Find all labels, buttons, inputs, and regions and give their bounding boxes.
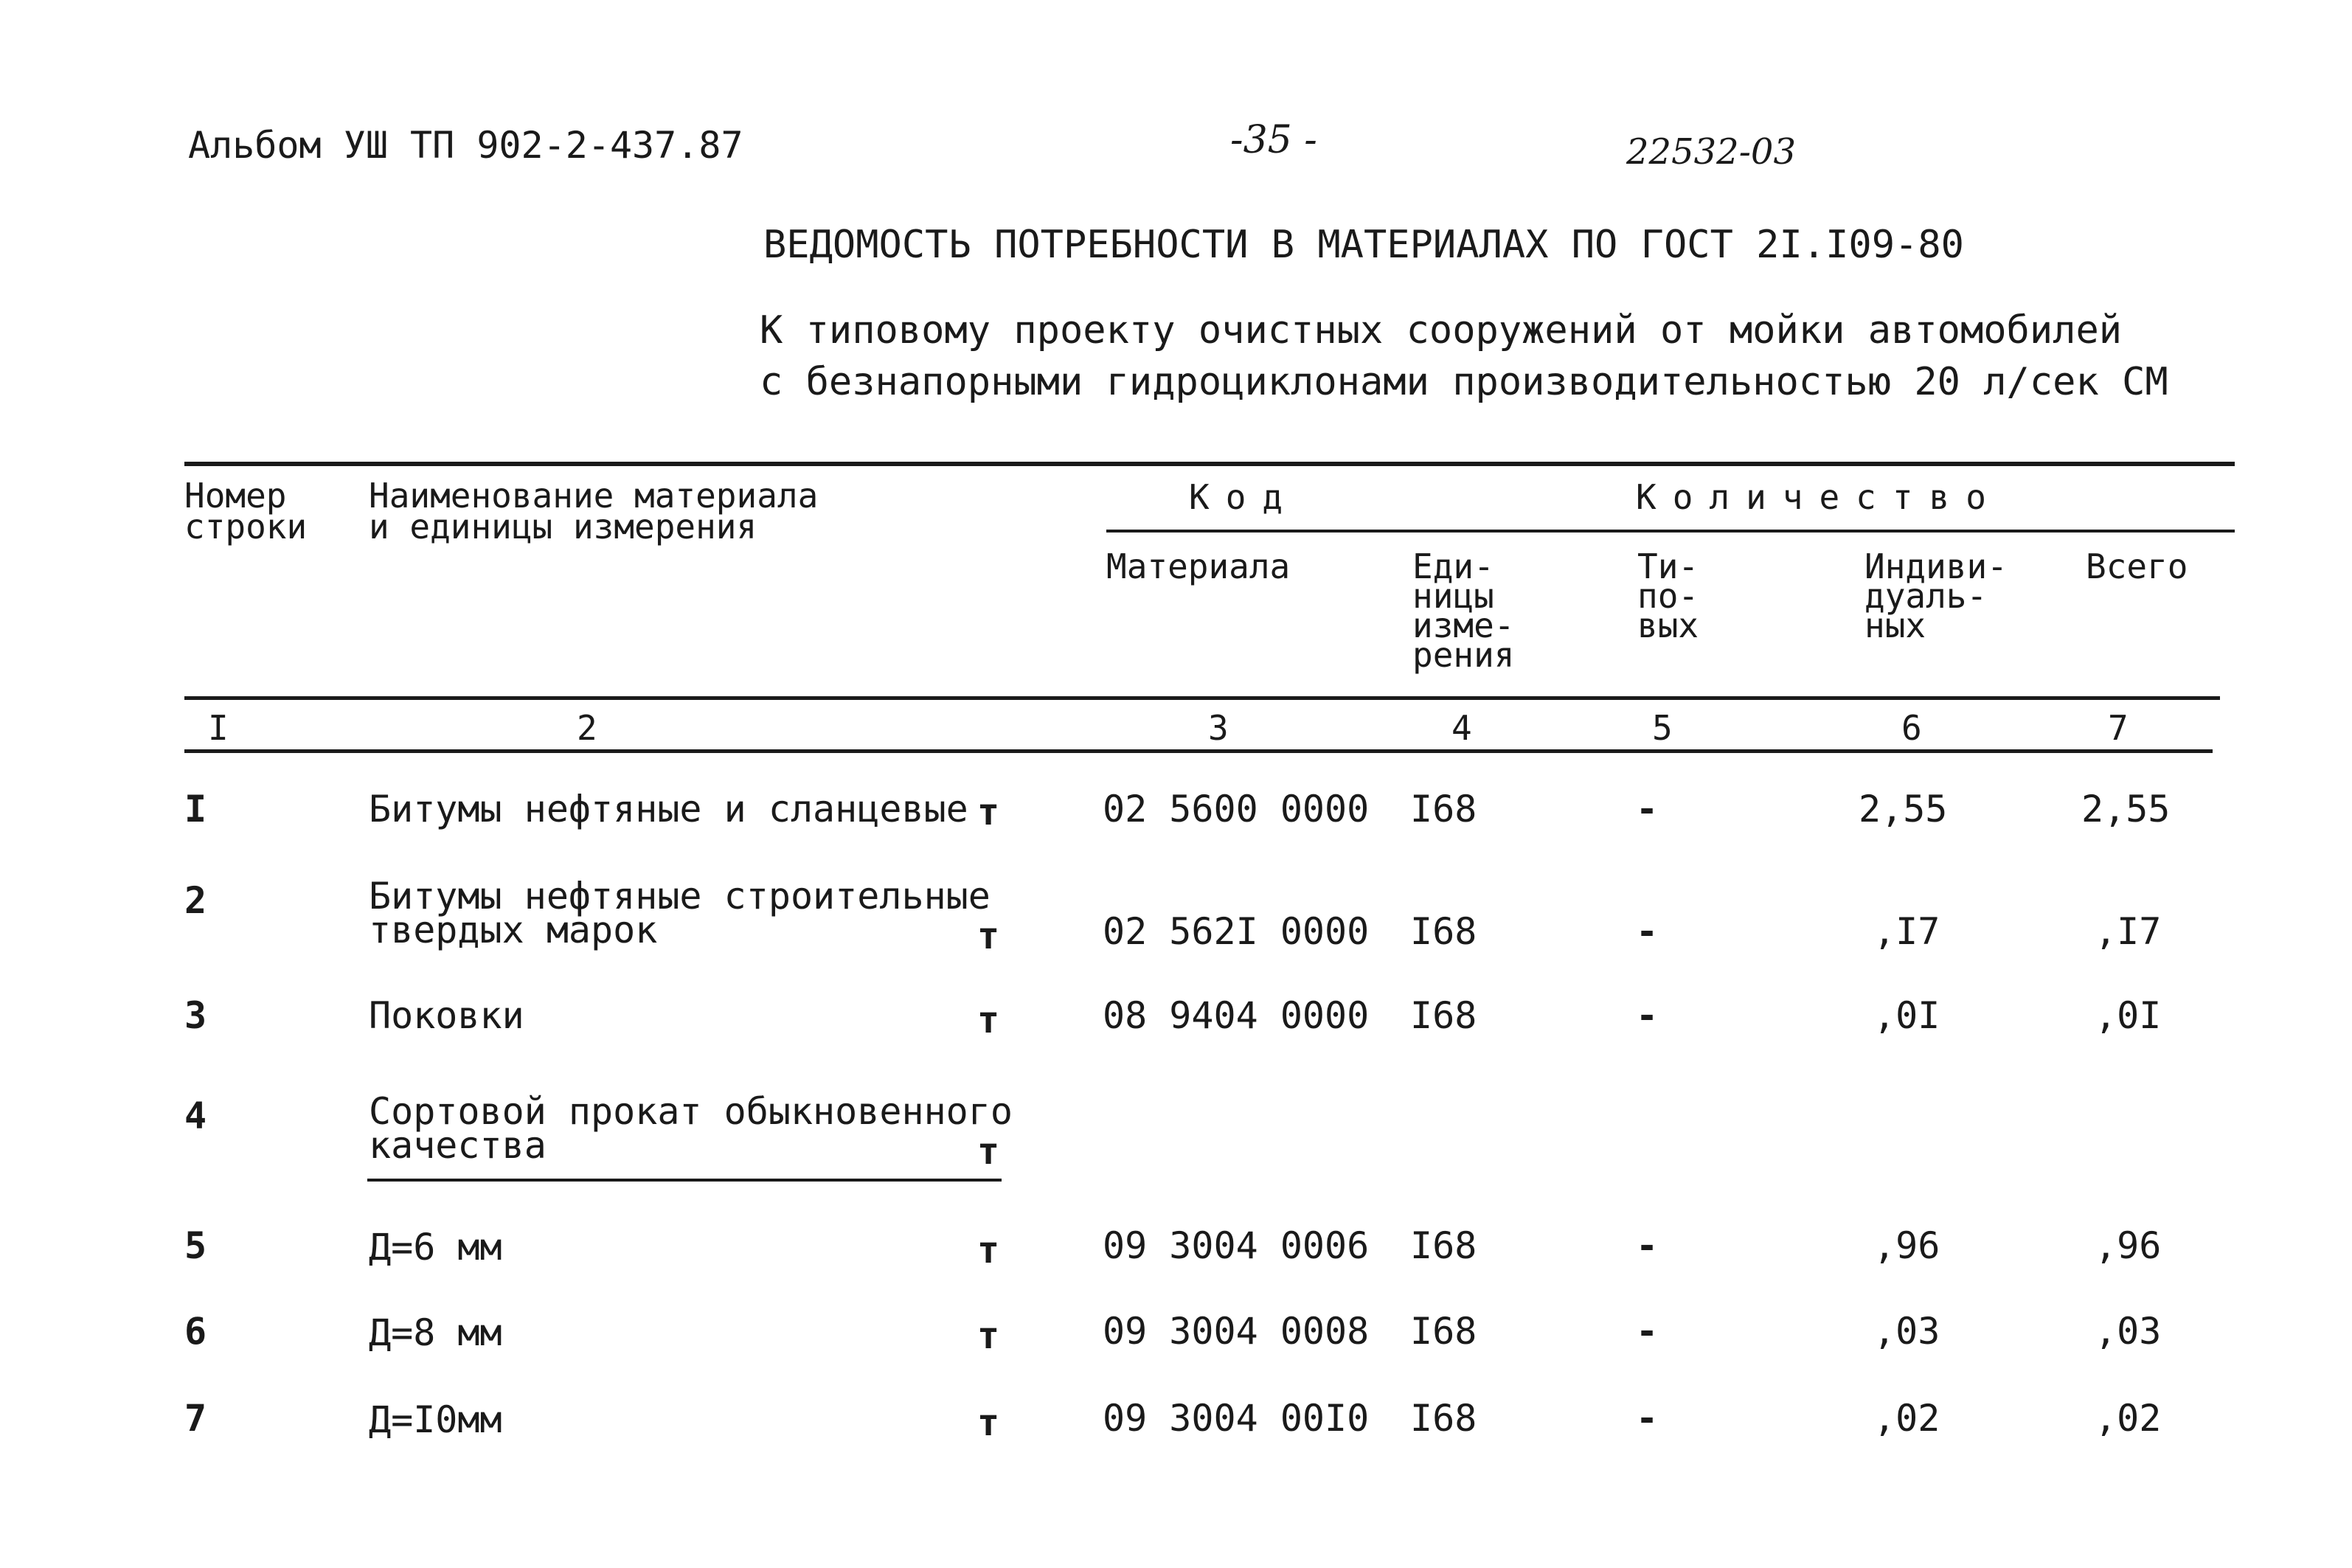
material-code: 02 5600 0000 (1103, 788, 1370, 830)
row-number: 2 (184, 879, 207, 922)
column-number-7: 7 (2108, 708, 2129, 748)
document-subtitle-line-1: К типовому проекту очистных сооружений от мойки автомобилей (760, 308, 2123, 353)
typical-qty: - (1636, 910, 1659, 953)
total-qty: 2,55 (2081, 788, 2171, 830)
row-number: 5 (184, 1224, 207, 1267)
row-number: 7 (184, 1397, 207, 1440)
column-number-5: 5 (1652, 708, 1673, 748)
column-number-1: I (208, 708, 229, 748)
unit-code: I68 (1410, 788, 1477, 830)
material-code: 09 3004 00I0 (1103, 1397, 1370, 1440)
header-typical-2: по- (1637, 576, 1699, 616)
total-qty: ,0I (2095, 994, 2162, 1037)
material-name-line-1: Сортовой прокат обыкновенного (369, 1090, 1013, 1133)
material-name-line-2: твердых марок (369, 909, 658, 951)
header-bottom-rule (184, 696, 2220, 700)
unit-letter: т (977, 1401, 1000, 1444)
individual-qty: ,I7 (1873, 910, 1940, 953)
material-name: Д=8 мм (369, 1311, 502, 1354)
individual-qty: ,96 (1873, 1224, 1940, 1267)
album-reference: Альбом УШ ТП 902-2-437.87 (188, 124, 743, 167)
unit-code: I68 (1410, 1397, 1477, 1440)
header-individual-2: дуаль- (1864, 576, 1988, 616)
column-number-3: 3 (1208, 708, 1229, 748)
material-name: Д=I0мм (369, 1398, 502, 1441)
typical-qty: - (1636, 1224, 1659, 1267)
typical-qty: - (1636, 1310, 1659, 1353)
header-code: Код (1189, 477, 1300, 517)
individual-qty: ,03 (1873, 1310, 1940, 1353)
material-name-line-1: Битумы нефтяные строительные (369, 875, 991, 917)
header-name-line-2: и единицы измерения (369, 507, 757, 547)
header-unit-3: изме- (1412, 606, 1515, 645)
unit-code: I68 (1410, 994, 1477, 1037)
material-code: 09 3004 0006 (1103, 1224, 1370, 1267)
unit-letter: т (977, 915, 1000, 957)
code-quantity-rule (1106, 530, 2235, 533)
column-numbers-rule (184, 749, 2213, 753)
header-material: Материала (1106, 547, 1291, 586)
material-code: 02 562I 0000 (1103, 910, 1370, 953)
typical-qty: - (1636, 1397, 1659, 1440)
page-number: -35 - (1230, 118, 1317, 162)
material-code: 08 9404 0000 (1103, 994, 1370, 1037)
typical-qty: - (1636, 788, 1659, 830)
individual-qty: 2,55 (1859, 788, 1948, 830)
total-qty: ,03 (2095, 1310, 2162, 1353)
material-code: 09 3004 0008 (1103, 1310, 1370, 1353)
row-4-underline (367, 1179, 1002, 1182)
column-number-6: 6 (1901, 708, 1922, 748)
column-number-4: 4 (1451, 708, 1472, 748)
header-row-no-line-1: Номер (184, 476, 287, 516)
header-unit-1: Еди- (1412, 547, 1494, 586)
unit-letter: т (977, 1229, 1000, 1272)
header-name-line-1: Наименование материала (369, 476, 819, 516)
unit-code: I68 (1410, 1224, 1477, 1267)
material-name: Д=6 мм (369, 1226, 502, 1269)
header-typical-1: Ти- (1637, 547, 1699, 586)
header-row-no-line-2: строки (184, 507, 308, 547)
unit-letter: т (977, 999, 1000, 1041)
header-individual-1: Индиви- (1864, 547, 2008, 586)
individual-qty: ,0I (1873, 994, 1940, 1037)
total-qty: ,02 (2095, 1397, 2162, 1440)
header-unit-2: ницы (1412, 576, 1494, 616)
document-title: ВЕДОМОСТЬ ПОТРЕБНОСТИ В МАТЕРИАЛАХ ПО ГОСТ 2I.I09-80 (763, 223, 1964, 267)
header-total: Всего (2086, 547, 2188, 586)
material-name-line-2: качества (369, 1124, 547, 1167)
individual-qty: ,02 (1873, 1397, 1940, 1440)
typical-qty: - (1636, 994, 1659, 1037)
header-unit-4: рения (1412, 635, 1515, 675)
total-qty: ,96 (2095, 1224, 2162, 1267)
row-number: I (184, 788, 207, 830)
unit-code: I68 (1410, 1310, 1477, 1353)
document-subtitle-line-2: с безнапорными гидроциклонами производительностью 20 л/сек СМ (760, 360, 2168, 404)
total-qty: ,I7 (2095, 910, 2162, 953)
table-top-rule (184, 462, 2235, 466)
material-name: Поковки (369, 994, 524, 1037)
row-number: 3 (184, 994, 207, 1037)
document-number: 22532-03 (1626, 131, 1796, 173)
unit-code: I68 (1410, 910, 1477, 953)
unit-letter: т (977, 1130, 1000, 1173)
material-name: Битумы нефтяные и сланцевые (369, 788, 968, 830)
column-number-2: 2 (577, 708, 597, 748)
row-number: 6 (184, 1310, 207, 1353)
header-typical-3: вых (1637, 606, 1699, 645)
unit-letter: т (977, 1314, 1000, 1357)
unit-letter: т (977, 791, 1000, 833)
header-individual-3: ных (1864, 606, 1926, 645)
row-number: 4 (184, 1095, 207, 1137)
header-quantity: Количество (1636, 477, 2002, 517)
